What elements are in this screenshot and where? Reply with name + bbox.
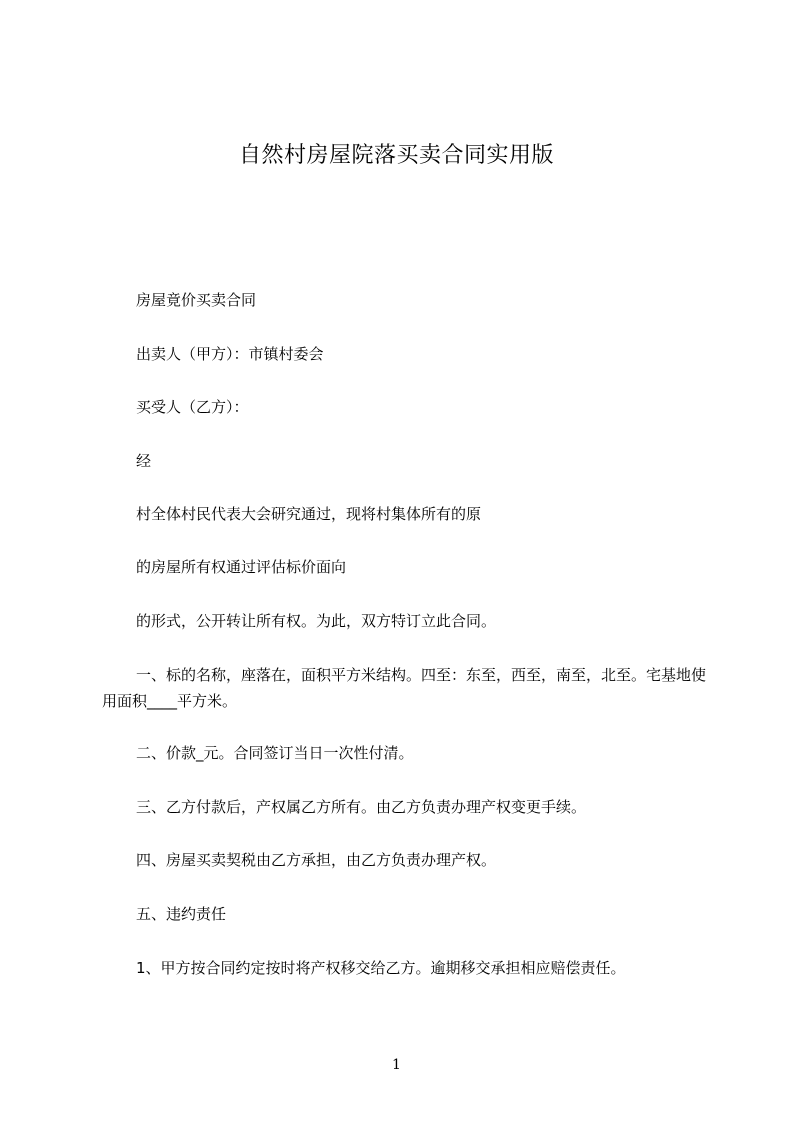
paragraph-village-decision: 村全体村民代表大会研究通过，现将村集体所有的原 bbox=[136, 505, 482, 523]
document-title: 自然村房屋院落买卖合同实用版 bbox=[238, 143, 554, 168]
paragraph-ownership-transfer: 的房屋所有权通过评估标价面向 bbox=[136, 558, 347, 576]
clause-5-1-seller-obligation: 1、甲方按合同约定按时将产权移交给乙方。逾期移交承担相应赔偿责任。 bbox=[136, 959, 626, 977]
clause-4-deed-tax: 四、房屋买卖契税由乙方承担，由乙方负责办理产权。 bbox=[136, 851, 497, 869]
clause-1-subject: 一、标的名称，座落在，面积平方米结构。四至：东至，西至，南至，北至。宅基地使用面积____平方米。 bbox=[102, 666, 707, 710]
paragraph-public-transfer: 的形式，公开转让所有权。为此，双方特订立此合同。 bbox=[136, 612, 497, 630]
clause-3-title-transfer: 三、乙方付款后，产权属乙方所有。由乙方负责办理产权变更手续。 bbox=[136, 798, 587, 816]
paragraph-contract-type: 房屋竟价买卖合同 bbox=[136, 291, 257, 309]
paragraph-buyer: 买受人（乙方）： bbox=[136, 398, 249, 416]
paragraph-seller: 出卖人（甲方）：市镇村委会 bbox=[136, 345, 324, 363]
clause-5-breach-heading: 五、违约责任 bbox=[136, 905, 227, 923]
clause-2-price: 二、价款_元。合同签订当日一次性付清。 bbox=[136, 744, 414, 762]
paragraph-through: 经 bbox=[136, 452, 152, 470]
page-number: 1 bbox=[392, 1057, 401, 1073]
